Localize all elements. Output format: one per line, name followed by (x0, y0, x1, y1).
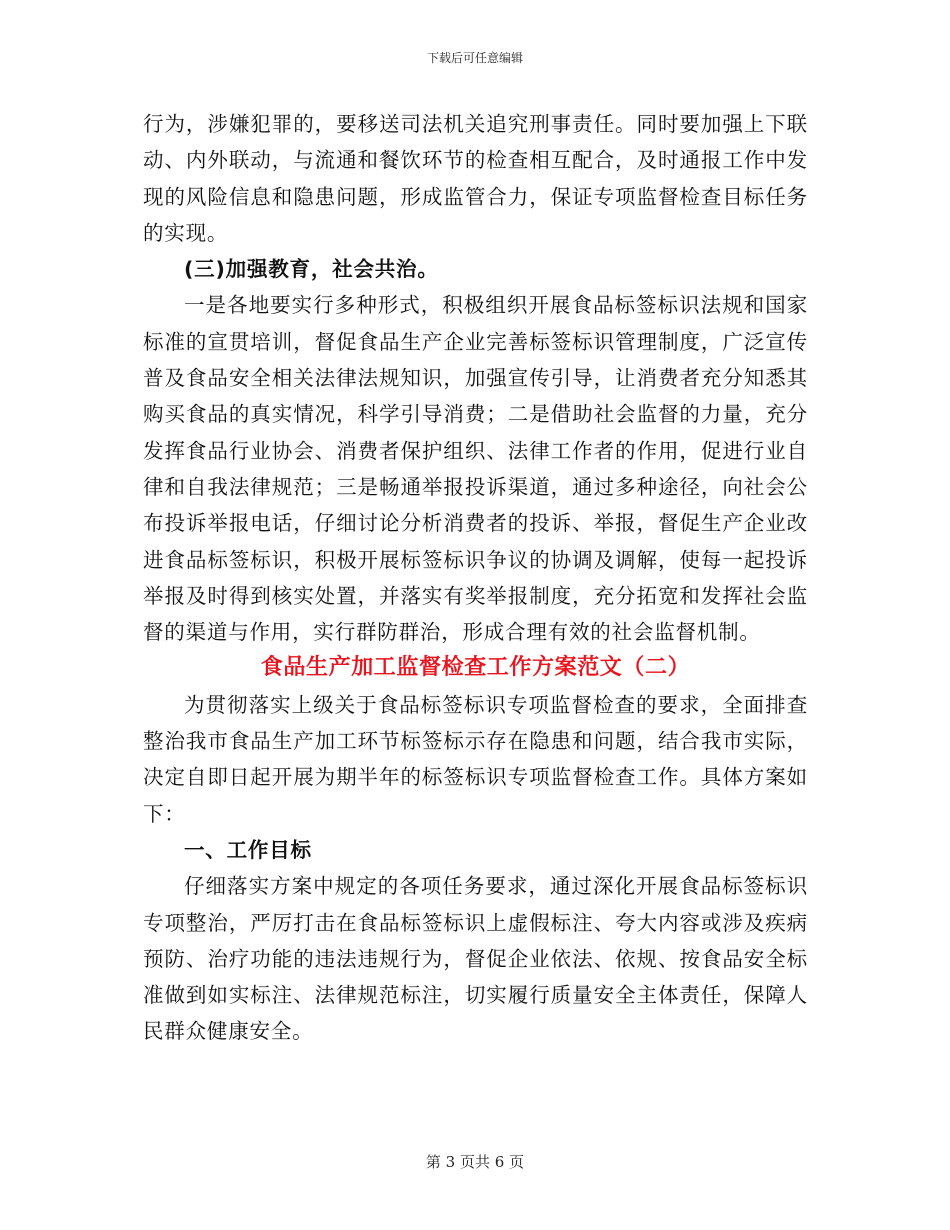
paragraph-education: 一是各地要实行多种形式，积极组织开展食品标签标识法规和国家标准的宣贯培训，督促食品生产企业完善标签标识管理制度，广泛宣传普及食品安全相关法律法规知识，加强宣传引导，让消费者充分知悉其购买食品的真实情况，科学引导消费；二是借助社会监督的力量，充分发挥食品行业协会、消费者保护组织、法律工作者的作用，促进行业自律和自我法律规范；三是畅通举报投诉渠道，通过多种途径，向社会公布投诉举报电话，仔细讨论分析消费者的投诉、举报，督促生产企业改进食品标签标识，积极开展标签标识争议的协调及调解，使每一起投诉举报及时得到核实处置，并落实有奖举报制度，充分拓宽和发挥社会监督的渠道与作用，实行群防群治，形成合理有效的社会监督机制。 (143, 293, 808, 645)
section-title: 食品生产加工监督检查工作方案范文（二） (260, 655, 691, 681)
subheading-education: (三)加强教育，社会共治。 (184, 257, 439, 282)
paragraph-intro: 为贯彻落实上级关于食品标签标识专项监督检查的要求，全面排查整治我市食品生产加工环节标签标示存在隐患和问题，结合我市实际，决定自即日起开展为期半年的标签标识专项监督检查工作。具体方案如下： (143, 692, 808, 826)
page-header: 下载后可任意编辑 (426, 51, 523, 65)
document-body (143, 106, 808, 1050)
paragraph-continued: 行为，涉嫌犯罪的，要移送司法机关追究刑事责任。同时要加强上下联动、内外联动，与流通和餐饮环节的检查相互配合，及时通报工作中发现的风险信息和隐患问题，形成监管合力，保证专项监督检查目标任务的实现。 (143, 112, 808, 245)
page-footer: 第 3 页共 6 页 (425, 1153, 525, 1171)
paragraph-goals: 仔细落实方案中规定的各项任务要求，通过深化开展食品标签标识专项整治，严厉打击在食品标签标识上虚假标注、夸大内容或涉及疾病预防、治疗功能的违法违规行为，督促企业依法、依规、按食品安全标准做到如实标注、法律规范标注，切实履行质量安全主体责任，保障人民群众健康安全。 (143, 874, 808, 1044)
subheading-goals: 一、工作目标 (184, 837, 312, 862)
